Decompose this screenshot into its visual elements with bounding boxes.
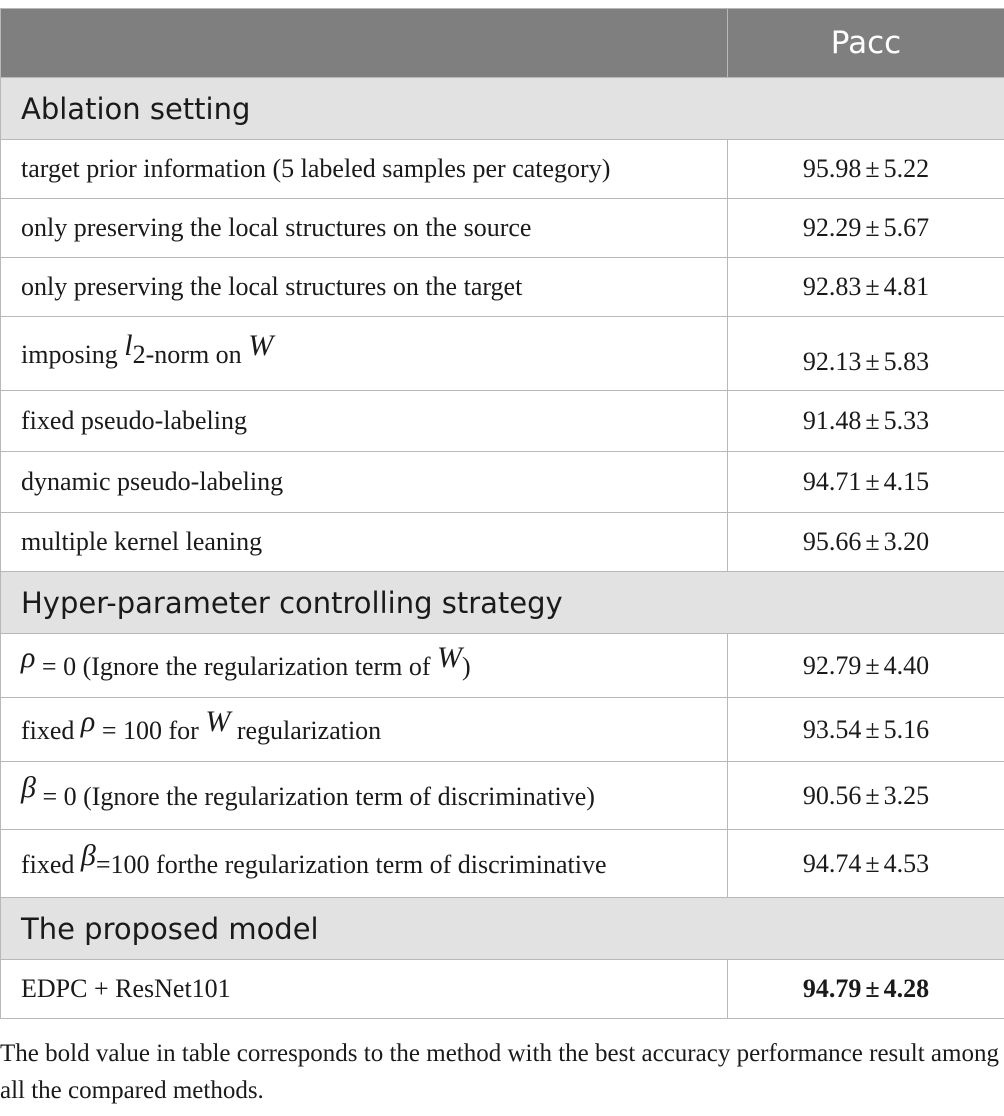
value-std: 4.53 [883, 848, 930, 878]
plus-minus-symbol: ± [865, 714, 880, 744]
label-text: fixed [21, 849, 81, 879]
value-std: 3.25 [883, 780, 930, 810]
row-label: only preserving the local structures on the target [1, 258, 728, 317]
row-label [1, 830, 728, 898]
table-row [1, 960, 1004, 1019]
math-symbol-l: l [124, 328, 133, 362]
plus-minus-symbol: ± [865, 406, 880, 435]
math-symbol-beta: β [21, 770, 36, 804]
plus-minus-symbol: ± [865, 346, 880, 376]
header-pacc-cell: Pacc [728, 9, 1004, 78]
value-mean: 91.48 [802, 406, 862, 435]
section-title: Hyper-parameter controlling strategy [1, 572, 1004, 634]
value-std: 5.33 [883, 406, 930, 435]
row-label: only preserving the local structures on the source [1, 199, 728, 258]
plus-minus-symbol: ± [865, 527, 880, 556]
section-header-row [1, 78, 1004, 140]
math-symbol-beta: β [80, 838, 96, 872]
row-value [728, 698, 1004, 762]
value-std: 4.81 [883, 272, 930, 301]
math-symbol-rho: ρ [80, 704, 96, 738]
row-value [728, 634, 1004, 698]
table-row [1, 762, 1004, 830]
table-row [1, 513, 1004, 572]
row-value [728, 140, 1004, 199]
label-text: regularization [230, 715, 382, 745]
plus-minus-symbol: ± [865, 467, 880, 496]
math-symbol-w: W [437, 640, 463, 674]
value-mean: 90.56 [802, 780, 862, 810]
row-label: multiple kernel leaning [1, 513, 728, 572]
value-std: 5.22 [883, 154, 930, 183]
label-text: fixed [21, 715, 81, 745]
value-mean: 95.66 [802, 527, 862, 556]
table-row [1, 199, 1004, 258]
value-std: 4.15 [883, 467, 930, 496]
value-mean: 94.71 [802, 467, 862, 496]
row-label [1, 317, 728, 391]
results-table [0, 8, 1004, 1019]
math-symbol-w: W [205, 704, 231, 738]
value-mean: 94.79 [802, 974, 862, 1003]
value-mean: 92.83 [802, 272, 862, 301]
row-value [728, 452, 1004, 513]
row-value [728, 199, 1004, 258]
value-mean: 94.74 [802, 848, 862, 878]
row-value [728, 513, 1004, 572]
label-text: 2-norm on [132, 339, 249, 369]
value-mean: 92.13 [802, 346, 862, 376]
row-label: EDPC + ResNet101 [1, 960, 728, 1019]
plus-minus-symbol: ± [865, 780, 880, 810]
section-header-row [1, 572, 1004, 634]
value-mean: 92.29 [802, 213, 862, 242]
plus-minus-symbol: ± [865, 848, 880, 878]
value-std: 4.28 [883, 974, 930, 1003]
table-row [1, 317, 1004, 391]
table-row [1, 258, 1004, 317]
table-header-row [1, 9, 1004, 78]
label-text: = 0 (Ignore the regularization term of [35, 651, 438, 681]
table-row [1, 634, 1004, 698]
section-header-row [1, 898, 1004, 960]
value-mean: 92.79 [802, 650, 862, 680]
row-value [728, 391, 1004, 452]
table-row [1, 391, 1004, 452]
table-footnote: The bold value in table corresponds to the method with the best accuracy performance result among all the compared methods. [0, 1040, 999, 1104]
plus-minus-symbol: ± [865, 272, 880, 301]
plus-minus-symbol: ± [865, 650, 880, 680]
row-value [728, 762, 1004, 830]
plus-minus-symbol: ± [865, 974, 880, 1003]
value-std: 5.67 [883, 213, 930, 242]
plus-minus-symbol: ± [865, 154, 880, 183]
label-text: imposing [21, 339, 125, 369]
label-text: ) [462, 651, 471, 681]
table-row [1, 698, 1004, 762]
row-label: dynamic pseudo-labeling [1, 452, 728, 513]
row-label [1, 634, 728, 698]
label-text: = 0 (Ignore the regularization term of discriminative) [35, 781, 595, 811]
table-row [1, 830, 1004, 898]
label-text: = 100 for [95, 715, 206, 745]
value-std: 5.16 [883, 714, 930, 744]
value-mean: 95.98 [802, 154, 862, 183]
plus-minus-symbol: ± [865, 213, 880, 242]
table-row [1, 140, 1004, 199]
value-std: 4.40 [883, 650, 930, 680]
value-std: 5.83 [883, 346, 930, 376]
row-value-best [728, 960, 1004, 1019]
row-label [1, 698, 728, 762]
section-title: The proposed model [1, 898, 1004, 960]
table-row [1, 452, 1004, 513]
header-method-cell [1, 9, 728, 78]
math-symbol-rho: ρ [21, 640, 36, 674]
row-value [728, 317, 1004, 391]
row-value [728, 258, 1004, 317]
row-label [1, 762, 728, 830]
row-label: fixed pseudo-labeling [1, 391, 728, 452]
value-std: 3.20 [883, 527, 930, 556]
section-title: Ablation setting [1, 78, 1004, 140]
label-text: =100 forthe regularization term of discriminative [95, 849, 607, 879]
math-symbol-w: W [248, 328, 274, 362]
row-label: target prior information (5 labeled samples per category) [1, 140, 728, 199]
value-mean: 93.54 [802, 714, 862, 744]
row-value [728, 830, 1004, 898]
